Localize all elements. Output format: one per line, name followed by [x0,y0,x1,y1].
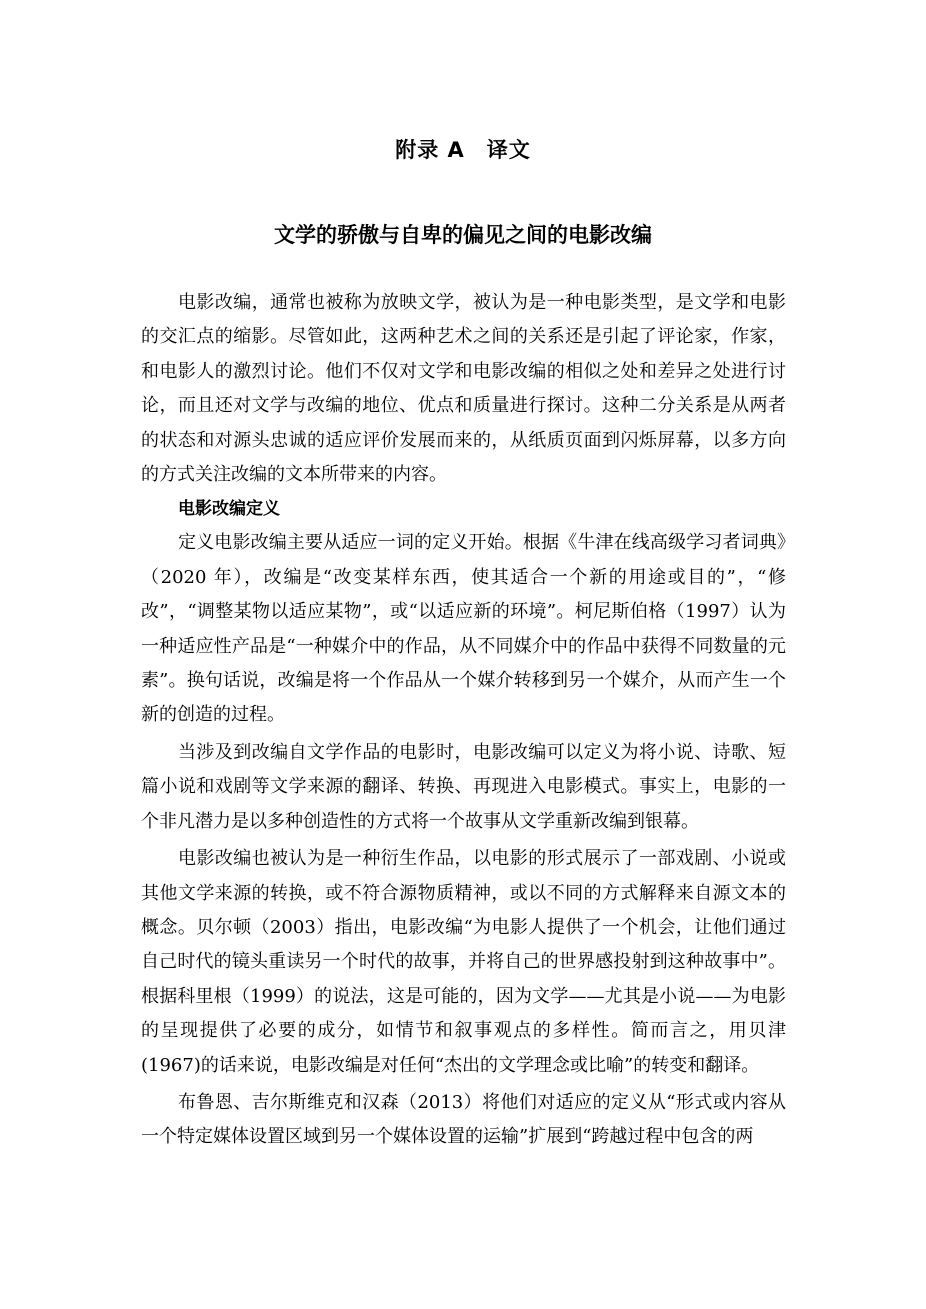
paragraph-derivative-work: 电影改编也被认为是一种衍生作品，以电影的形式展示了一部戏剧、小说或其他文学来源的转换，或不符合源物质精神，或以不同的方式解释来自源文本的概念。贝尔顿（2003）指出，电影改编“为电影人提供了一个机会，让他们通过自己时代的镜头重读另一个时代的故事，并将自己的世界感投射到这种故事中”。根据科里根（1999）的说法，这是可能的，因为文学——尤其是小说——为电影的呈现提供了必要的成分，如情节和叙事观点的多样性。简而言之，用贝津(1967)的话来说，电影改编是对任何“杰出的文学理念或比喻”的转变和翻译。 [141,848,786,1076]
section-heading: 电影改编定义 [178,499,280,520]
appendix-title: 附录 A 译文 [395,138,531,162]
paragraph-literary-adaptation: 当涉及到改编自文学作品的电影时，电影改编可以定义为将小说、诗歌、短篇小说和戏剧等文学来源的翻译、转换、再现进入电影模式。事实上，电影的一个非凡潜力是以多种创造性的方式将一个故事从文学重新改编到银幕。 [141,741,786,832]
paragraph-transport-definition: 布鲁恩、吉尔斯维克和汉森（2013）将他们对适应的定义从“形式或内容从一个特定媒体设置区域到另一个媒体设置的运输”扩展到“跨越过程中包含的两 [141,1091,786,1148]
body-text [141,286,786,1155]
paragraph-definition: 定义电影改编主要从适应一词的定义开始。根据《牛津在线高级学习者词典》（2020 年），改编是“改变某样东西，使其适合一个新的用途或目的”，“修改”，“调整某物以适应某物”，或“以适应新的环境”。柯尼斯伯格（1997）认为一种适应性产品是“一种媒介中的作品，从不同媒介中的作品中获得不同数量的元素”。换句话说，改编是将一个作品从一个媒介转移到另一个媒介，从而产生一个新的创造的过程。 [141,532,786,726]
paragraph-intro: 电影改编，通常也被称为放映文学，被认为是一种电影类型，是文学和电影的交汇点的缩影。尽管如此，这两种艺术之间的关系还是引起了评论家，作家，和电影人的激烈讨论。他们不仅对文学和电影改编的相似之处和差异之处进行讨论，而且还对文学与改编的地位、优点和质量进行探讨。这种二分关系是从两者的状态和对源头忠诚的适应评价发展而来的，从纸质页面到闪烁屏幕，以多方向的方式关注改编的文本所带来的内容。 [141,292,786,486]
article-title: 文学的骄傲与自卑的偏见之间的电影改编 [274,223,652,247]
